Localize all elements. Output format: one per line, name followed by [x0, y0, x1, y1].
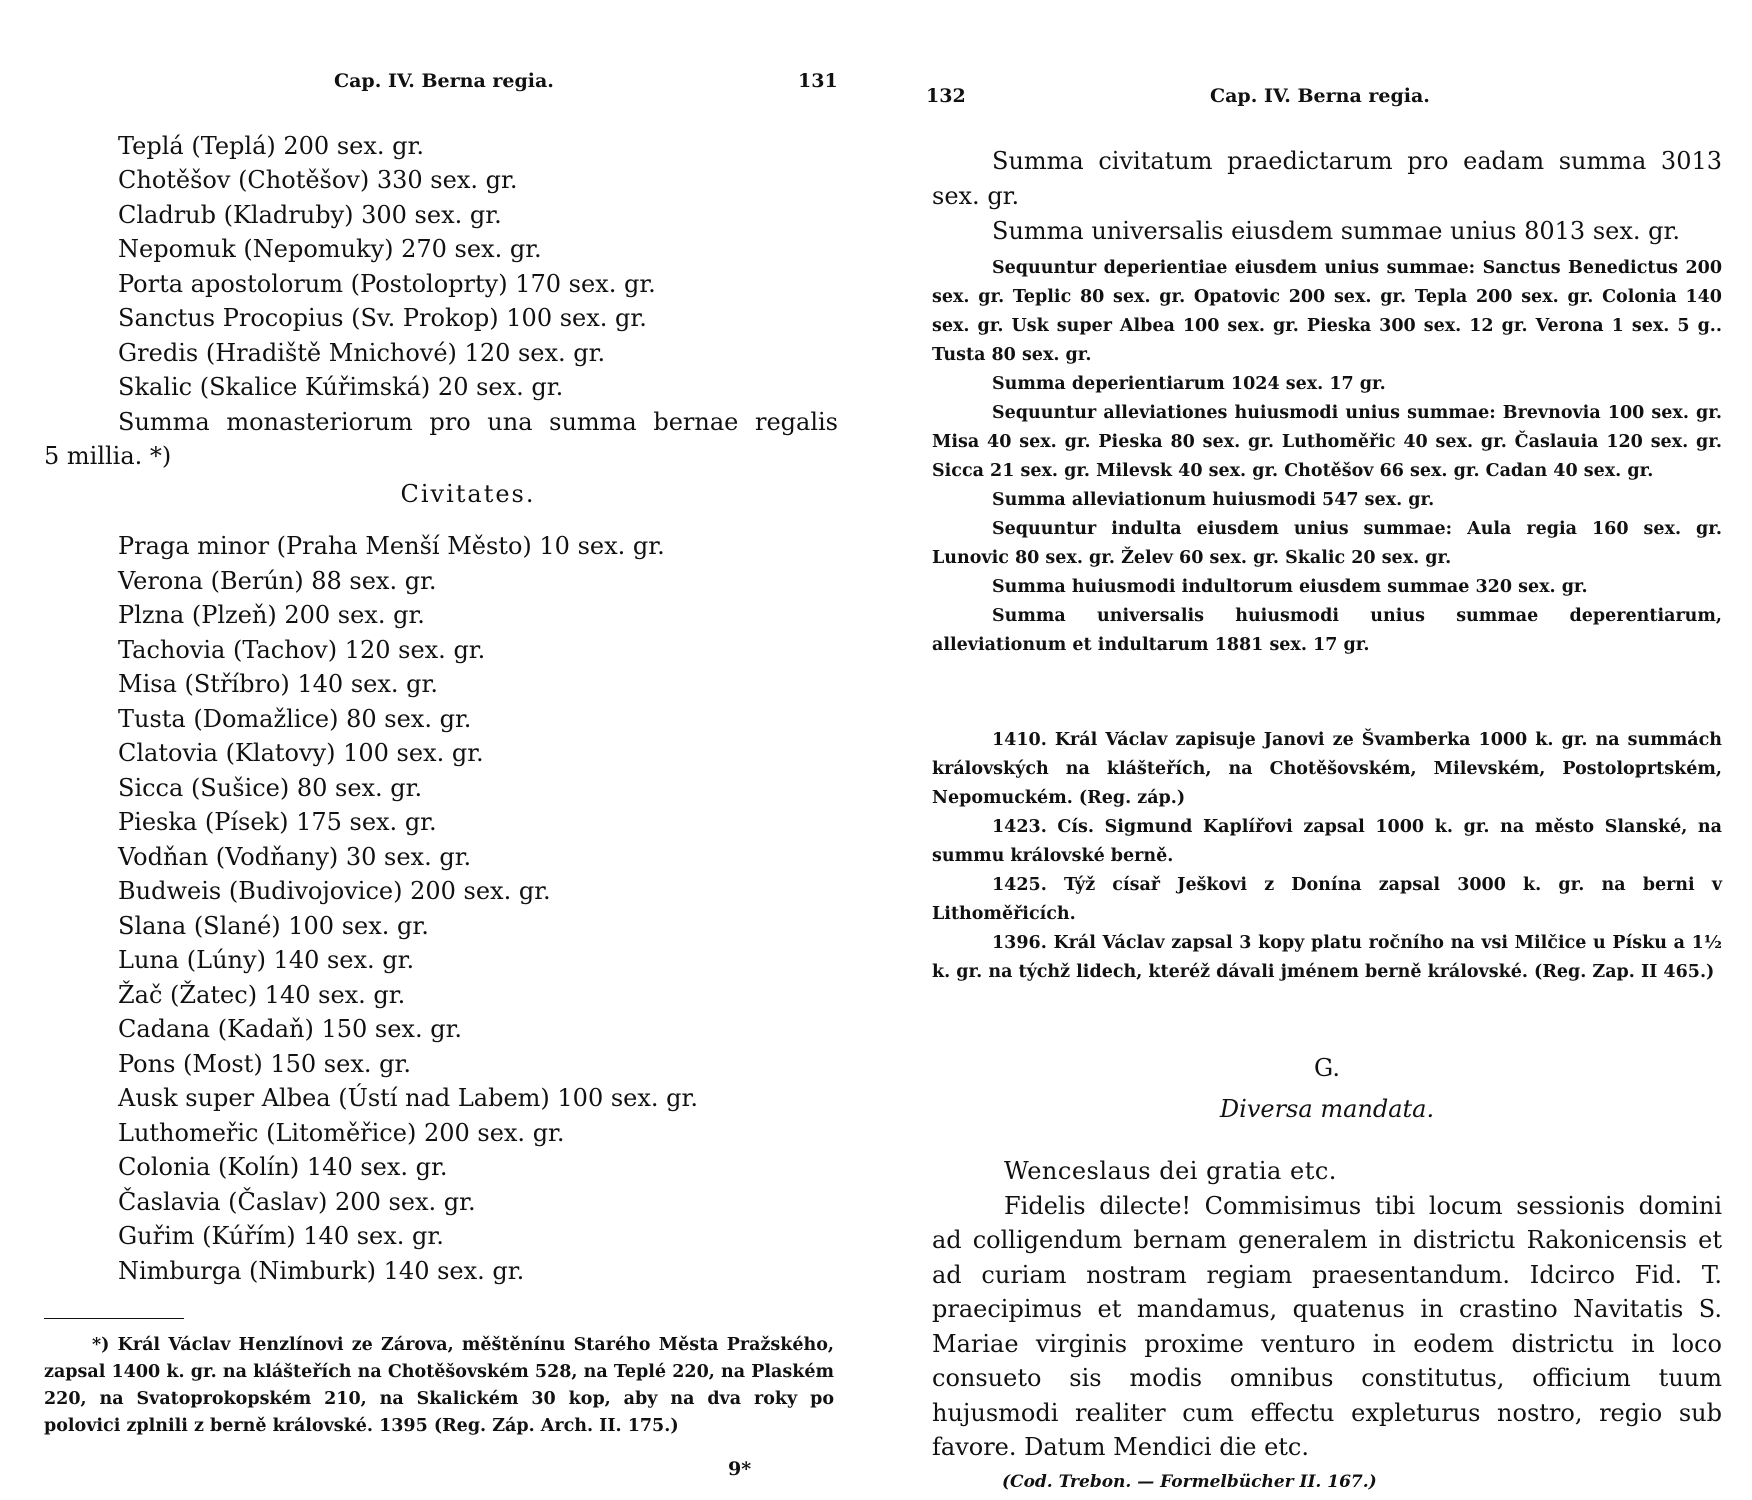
letter-block	[932, 1154, 1722, 1497]
deperientiae-block	[932, 254, 1722, 660]
city-entry: Clatovia (Klatovy) 100 sex. gr.	[118, 739, 484, 767]
city-entry: Misa (Stříbro) 140 sex. gr.	[118, 670, 438, 698]
right-page	[876, 0, 1752, 1500]
city-entry: Tusta (Domažlice) 80 sex. gr.	[118, 704, 472, 733]
citation: (Cod. Trebon. — Formelbücher II. 167.)	[1002, 1471, 1377, 1492]
signature-mark: 9*	[728, 1458, 752, 1480]
monastery-entry: Nepomuk (Nepomuky) 270 sex. gr.	[118, 235, 542, 263]
right-running-header: Cap. IV. Berna regia.	[1210, 85, 1430, 107]
summa-universalis: Summa universalis eiusdem summae unius 8013 sex. gr.	[992, 217, 1680, 245]
monastery-entry: Sanctus Procopius (Sv. Prokop) 100 sex. gr.	[118, 304, 647, 332]
monastery-entry: Teplá (Teplá) 200 sex. gr.	[118, 132, 424, 160]
summa-monasteriorum-line: Summa monasteriorum pro una summa bernae regalis	[118, 408, 838, 436]
city-entry: Guřim (Kúřím) 140 sex. gr.	[118, 1222, 444, 1250]
note-1396: 1396. Král Václav zapsal 3 kopy platu ročního na vsi Milčice u Písku a 1½ k. gr. na týchž lidech, kteréž dávali jménem berně královské. (Reg. Zap. II 465.)	[932, 933, 1722, 982]
city-entry: Praga minor (Praha Menší Město) 10 sex. gr.	[118, 532, 665, 560]
note-1410: 1410. Král Václav zapisuje Janovi ze Švamberka 1000 k. gr. na summách královských na klášteřích, na Chotěšovském, Milevském, Postoloprtském, Nepomuckém. (Reg. záp.)	[932, 730, 1722, 808]
note-1423: 1423. Cís. Sigmund Kaplířovi zapsal 1000 k. gr. na město Slanské, na summu královské berně.	[932, 817, 1722, 866]
city-entry: Pieska (Písek) 175 sex. gr.	[118, 808, 437, 836]
monastery-entry: Cladrub (Kladruby) 300 sex. gr.	[118, 201, 502, 229]
city-entry: Luthomeřic (Litoměřice) 200 sex. gr.	[118, 1118, 565, 1147]
czech-notes-block	[932, 726, 1722, 987]
letter-body: Fidelis dilecte! Commisimus tibi locum sessionis domini ad colligendum bernam generalem in districtu Rakonicensis et ad curiam nostram regiam praesentandum. Idcirco Fid. T. praecipimus et mandamus, quatenus in crastino Navitatis S. Mariae virginis proxime venturo in eodem districtu in loco consueto sis modis omnibus constitutus, officium tuum hujusmodi realiter cum effectu expleturus nostro, regio sub favore. Datum Mendici die etc.	[932, 1191, 1722, 1461]
city-entry: Časlavia (Časlav) 200 sex. gr.	[118, 1187, 476, 1216]
summa-block	[932, 144, 1722, 249]
monastery-entry: Chotěšov (Chotěšov) 330 sex. gr.	[118, 166, 518, 194]
footnote-rule	[44, 1318, 184, 1319]
city-entry: Pons (Most) 150 sex. gr.	[118, 1049, 411, 1078]
footnote: *) Král Václav Henzlínovi ze Zárova, měštěnínu Starého Města Pražského, zapsal 1400 k. gr. na klášteřích na Chotěšovském 528, na Teplé 220, na Plaském 220, na Svatoprokopském 210, na Skalickém 30 kop, aby na dva roky po polovici zplnili z berně královské. 1395 (Reg. Záp. Arch. II. 175.)	[44, 1335, 834, 1436]
alleviationes-paragraph: Sequuntur alleviationes huiusmodi unius summae: Brevnovia 100 sex. gr. Misa 40 sex. gr. Pieska 80 sex. gr. Luthoměřic 40 sex. gr. Časlauia 120 sex. gr. Sicca 21 sex. gr. Milevsk 40 sex. gr. Chotěšov 66 sex. gr. Cadan 40 sex. gr.	[932, 403, 1722, 481]
city-entry: Verona (Berún) 88 sex. gr.	[118, 566, 437, 595]
summa-civitatum: Summa civitatum praedictarum pro eadam summa 3013 sex. gr.	[932, 147, 1722, 210]
city-entry: Žač (Žatec) 140 sex. gr.	[118, 980, 406, 1009]
deperientiae-paragraph: Sequuntur deperientiae eiusdem unius summae: Sanctus Benedictus 200 sex. gr. Teplic 80 sex. gr. Opatovic 200 sex. gr. Tepla 200 sex. gr. Colonia 140 sex. gr. Usk super Albea 100 sex. gr. Pieska 300 sex. 12 gr. Verona 1 sex. 5 g.. Tusta 80 sex. gr.	[932, 258, 1722, 365]
summa-universalis-deperientiarum: Summa universalis huiusmodi unius summae deperentiarum, alleviationum et indultarum 1881 sex. 17 gr.	[932, 606, 1722, 655]
monastery-entry: Porta apostolorum (Postoloprty) 170 sex. gr.	[118, 270, 656, 298]
city-entry: Tachovia (Tachov) 120 sex. gr.	[118, 635, 486, 664]
monastery-entry: Gredis (Hradiště Mnichové) 120 sex. gr.	[118, 339, 606, 367]
indulta-paragraph: Sequuntur indulta eiusdem unius summae: Aula regia 160 sex. gr. Lunovic 80 sex. gr. Želev 60 sex. gr. Skalic 20 sex. gr.	[932, 519, 1722, 568]
summa-indultorum: Summa huiusmodi indultorum eiusdem summae 320 sex. gr.	[992, 577, 1588, 597]
monastery-entry: Skalic (Skalice Kúřimská) 20 sex. gr.	[118, 373, 564, 401]
city-entry: Sicca (Sušice) 80 sex. gr.	[118, 773, 423, 802]
summa-monasteriorum-continuation: 5 millia. *)	[44, 442, 172, 470]
letter-opening: Wenceslaus dei gratia etc.	[1004, 1157, 1337, 1185]
section-heading-block	[932, 1051, 1722, 1127]
left-running-header: Cap. IV. Berna regia.	[334, 70, 554, 92]
section-letter: G.	[1314, 1054, 1340, 1082]
city-entry: Plzna (Plzeň) 200 sex. gr.	[118, 601, 425, 629]
note-1425: 1425. Týž císař Ješkovi z Donína zapsal 3000 k. gr. na berni v Lithoměřicích.	[932, 875, 1722, 924]
summa-alleviationum: Summa alleviationum huiusmodi 547 sex. gr.	[992, 490, 1435, 510]
city-entry: Cadana (Kadaň) 150 sex. gr.	[118, 1015, 463, 1043]
city-entry: Nimburga (Nimburk) 140 sex. gr.	[118, 1256, 525, 1285]
city-entry: Slana (Slané) 100 sex. gr.	[118, 911, 429, 940]
city-entry: Luna (Lúny) 140 sex. gr.	[118, 946, 415, 974]
right-page-number: 132	[926, 85, 966, 107]
civitates-heading: Civitates.	[400, 480, 536, 508]
city-entry: Ausk super Albea (Ústí nad Labem) 100 sex. gr.	[118, 1084, 698, 1112]
city-entry: Vodňan (Vodňany) 30 sex. gr.	[118, 842, 472, 871]
city-entry: Budweis (Budivojovice) 200 sex. gr.	[118, 877, 551, 905]
summa-deperientiarum: Summa deperientiarum 1024 sex. 17 gr.	[992, 374, 1386, 394]
left-page-number: 131	[798, 70, 838, 92]
section-title: Diversa mandata.	[1219, 1095, 1435, 1123]
city-entry: Colonia (Kolín) 140 sex. gr.	[118, 1153, 448, 1181]
